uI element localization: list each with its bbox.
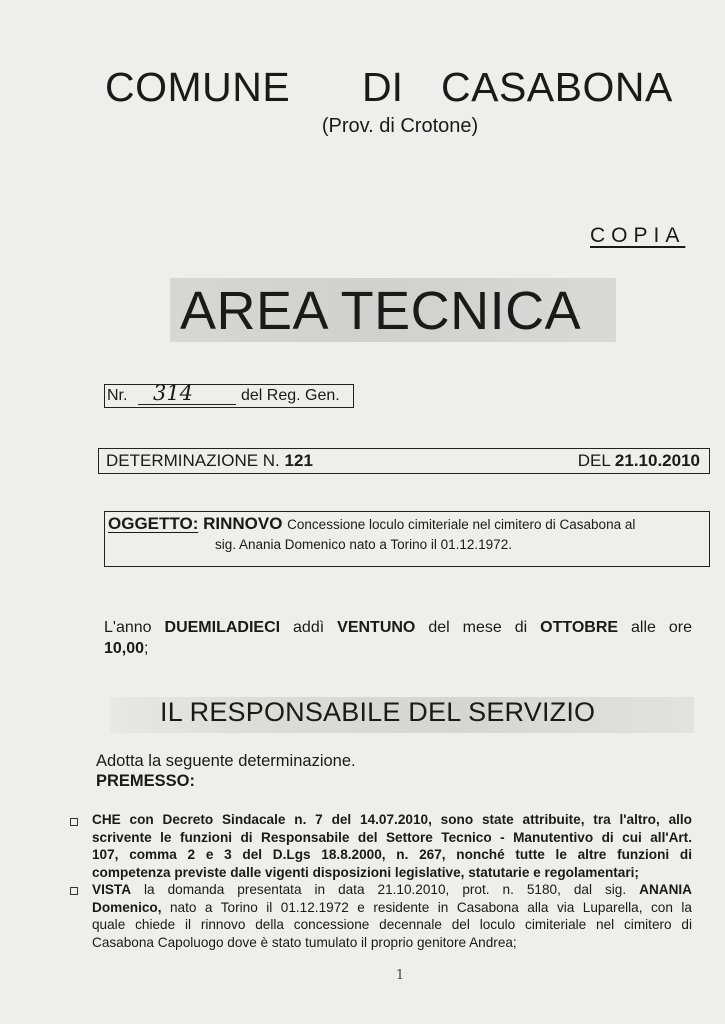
title-casabona: CASABONA [441,64,673,110]
register-nr-handwritten: 314 [152,381,194,405]
anno-text-1: L'anno [104,619,165,636]
vista-text: la domanda presentata in data 21.10.2010, prot. n. 5180, dal sig. [131,882,640,897]
oggetto-rinnovo: RINNOVO [203,514,283,533]
paragraph-line: competenza previste dalle vigenti disposizioni legislative, statutarie e regolamentari; [92,864,639,880]
title-comune: COMUNE [105,64,291,110]
register-nr-label: Nr. [107,387,128,404]
copia-label: COPIA [590,224,686,247]
oggetto-line-2: sig. Anania Domenico nato a Torino il 01.12.1972. [215,537,512,552]
anno-year: DUEMILADIECI [164,619,281,636]
date-sentence-line-1 [104,617,692,638]
paragraph-line [92,899,692,917]
oggetto-description: Concessione loculo cimiteriale nel cimitero di Casabona al [287,517,636,532]
paragraph-line: Casabona Capoluogo dove è stato tumulato il proprio genitore Andrea; [92,934,517,950]
date-sentence-line-2 [104,638,149,659]
vista-keyword: VISTA [92,882,132,897]
area-title: AREA TECNICA [180,281,582,341]
anno-day: VENTUNO [337,619,416,636]
province-subtitle: (Prov. di Crotone) [321,115,479,137]
anno-text-4: alle ore [618,619,693,636]
paragraph-line: quale chiede il rinnovo della concessione decennale del loculo cimiteriale nel cimitero di [92,917,692,932]
premesso-heading: PREMESSO: [96,772,196,790]
determinazione-del-label: DEL [577,451,611,470]
paragraph-decreto [92,811,692,881]
title-di: DI [362,64,403,110]
determinazione-number [106,451,313,471]
paragraph-line: CHE con Decreto Sindacale n. 7 del 14.07.2010, sono state attribuite, tra l'altro, allo [92,812,692,827]
vista-text-2: nato a Torino il 01.12.1972 e residente in Casabona alla via Luparella, con la [161,899,692,915]
adotta-text: Adotta la seguente determinazione. [96,752,356,770]
anno-time: 10,00 [104,640,145,657]
anno-text-3: del mese di [415,619,541,636]
anno-text-5: ; [144,640,149,657]
register-number-box [104,381,354,408]
oggetto-box [104,511,710,567]
vista-name: Domenico, [92,899,162,915]
determinazione-date-value: 21.10.2010 [614,451,700,470]
anno-month: OTTOBRE [540,619,619,636]
register-nr-underline [138,404,236,405]
determinazione-label: DETERMINAZIONE N. [106,451,280,470]
anno-text-2: addì [280,619,338,636]
bullet-checkbox-icon [70,887,78,895]
page-number: 1 [395,968,405,983]
determinazione-box [98,448,710,474]
vista-surname: ANANIA [639,882,692,897]
municipality-title [0,64,725,114]
oggetto-label: OGGETTO: [108,514,199,533]
determinazione-date [578,451,700,471]
responsabile-heading: IL RESPONSABILE DEL SERVIZIO [160,697,596,727]
oggetto-line-1 [108,514,635,534]
paragraph-line: 107, comma 2 e 3 del D.Lgs 18.8.2000, n. 267, nonché tutte le altre funzioni di [92,847,692,862]
register-reg-label: del Reg. Gen. [241,387,340,404]
paragraph-line: scrivente le funzioni di Responsabile del Settore Tecnico - Manutentivo di cui all'Art. [92,829,692,845]
paragraph-vista [92,881,692,951]
determinazione-value: 121 [284,451,313,470]
bullet-checkbox-icon [70,818,78,826]
paragraph-line [92,881,692,899]
